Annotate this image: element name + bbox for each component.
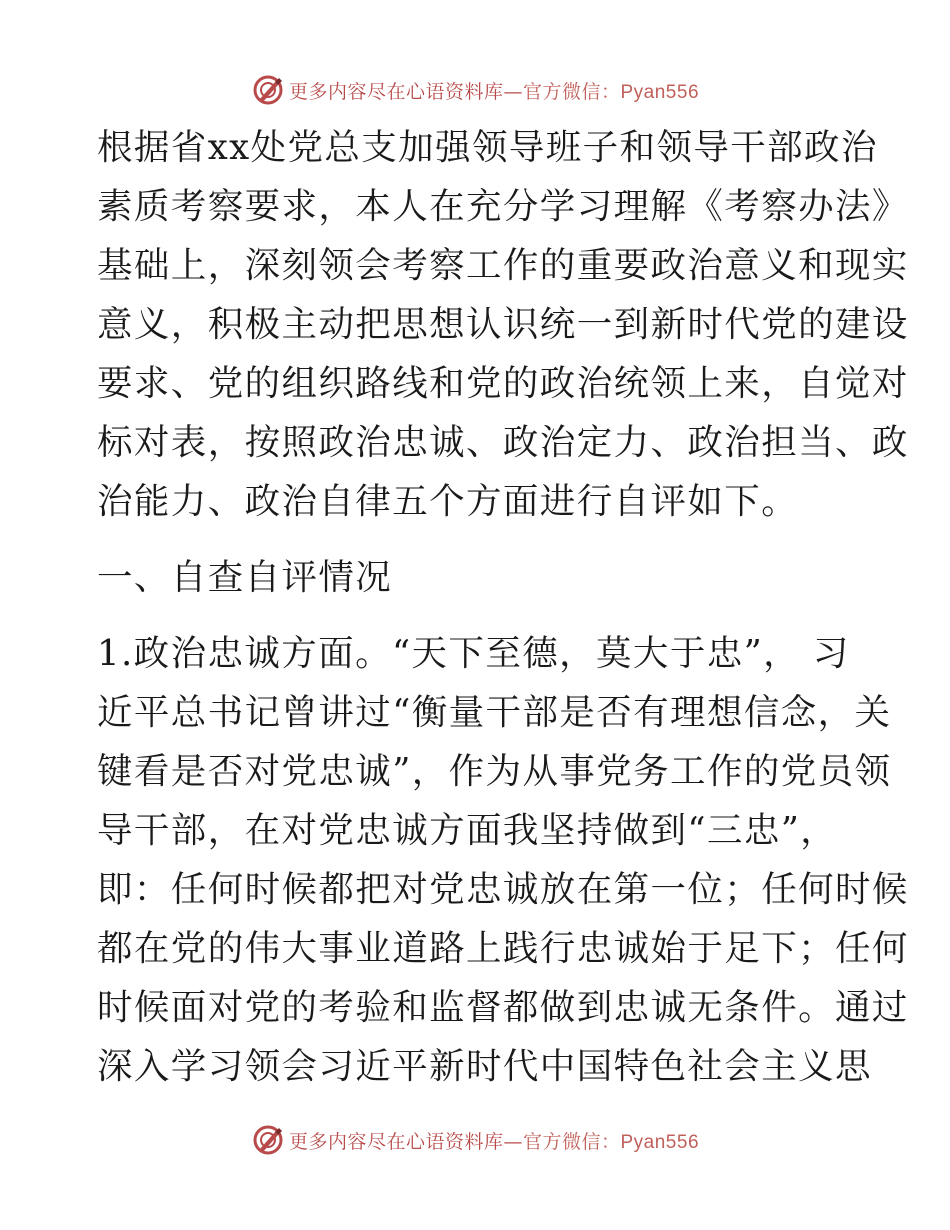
banner-wechat-label: 官方微信： <box>522 1130 621 1153</box>
paragraph1-line: 根据省xx处党总支加强领导班子和领导干部政治 <box>97 127 878 168</box>
paragraph1-line: 素质考察要求，本人在充分学习理解《考察办法》 <box>97 186 909 227</box>
paragraph2-line: 即：任何时候都把对党忠诚放在第一位；任何时候 <box>97 869 909 910</box>
pen-circle-logo-icon <box>251 1123 285 1157</box>
banner-site-text: 更多内容尽在心语资料库 <box>288 80 504 103</box>
paragraph2-line: 近平总书记曾讲过“衡量干部是否有理想信念，关 <box>97 692 892 733</box>
banner-wechat-id: Pyan556 <box>620 1131 700 1153</box>
paragraph2-line: 键看是否对党忠诚”，作为从事党务工作的党员领 <box>97 751 892 792</box>
banner-site-text: 更多内容尽在心语资料库 <box>288 1130 504 1153</box>
paragraph1-line: 治能力、政治自律五个方面进行自评如下。 <box>97 481 799 522</box>
paragraph2-line: 深入学习领会习近平新时代中国特色社会主义思 <box>97 1046 872 1087</box>
paragraph1-line: 要求、党的组织路线和党的政治统领上来，自觉对 <box>97 363 909 404</box>
paragraph1-line: 标对表，按照政治忠诚、政治定力、政治担当、政 <box>97 422 909 463</box>
banner-separator: — <box>503 80 523 103</box>
paragraph2-line: 1.政治忠诚方面。“天下至德，莫大于忠”， 习 <box>97 633 850 674</box>
banner-wechat-id: Pyan556 <box>620 81 700 103</box>
paragraph1-line: 意义，积极主动把思想认识统一到新时代党的建设 <box>97 304 909 345</box>
paragraph2-line: 时候面对党的考验和监督都做到忠诚无条件。通过 <box>97 987 909 1028</box>
pen-circle-logo-icon <box>251 73 285 107</box>
banner-separator: — <box>503 1130 523 1153</box>
footer-banner <box>0 1120 950 1160</box>
banner-text <box>289 77 699 104</box>
banner-text <box>289 1127 699 1154</box>
document-body <box>97 118 909 1096</box>
paragraph2-line: 导干部，在对党忠诚方面我坚持做到“三忠”， <box>97 810 838 851</box>
banner-wechat-label: 官方微信： <box>522 80 621 103</box>
paragraph1-line: 基础上，深刻领会考察工作的重要政治意义和现实 <box>97 245 909 286</box>
section-heading: 一、自查自评情况 <box>97 557 393 598</box>
header-banner <box>0 70 950 110</box>
paragraph2-line: 都在党的伟大事业道路上践行忠诚始于足下；任何 <box>97 928 909 969</box>
